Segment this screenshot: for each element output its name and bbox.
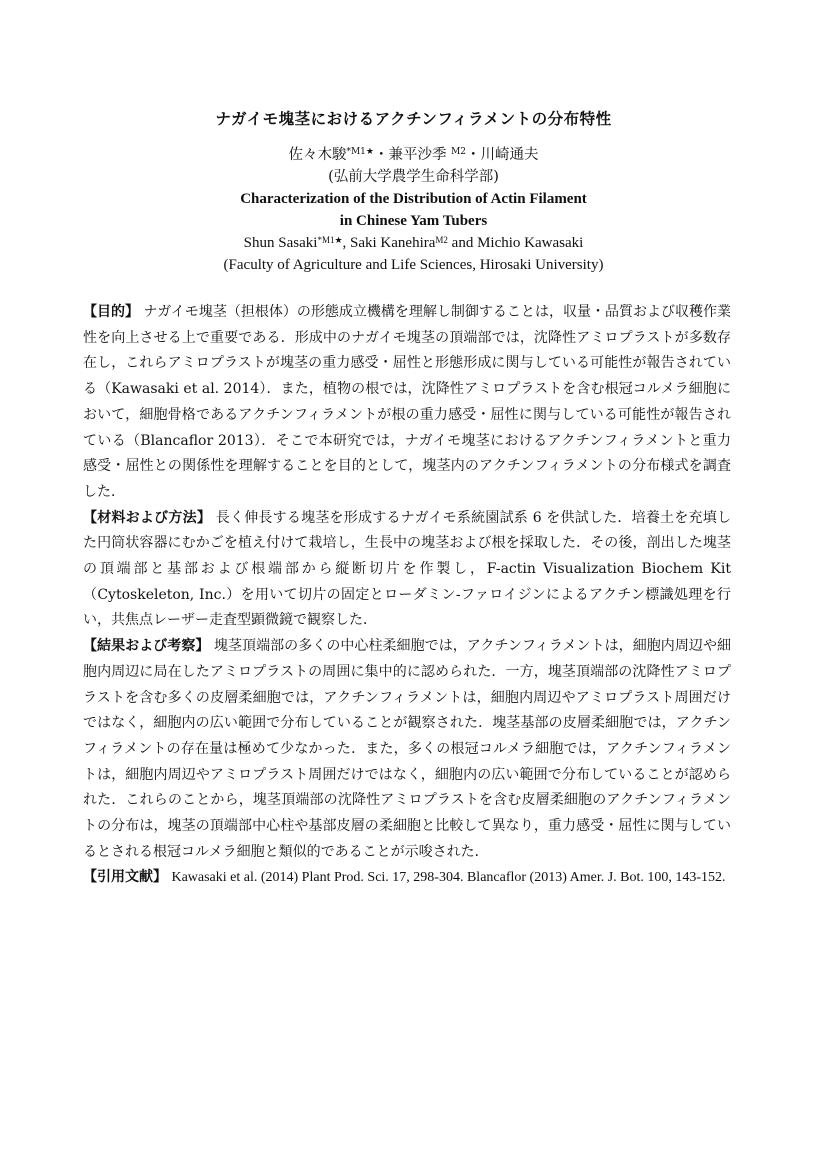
author-2-en-mark: M2 — [435, 235, 448, 245]
section-references — [83, 865, 731, 891]
section-references-label: 【引用文献】 — [83, 869, 167, 886]
section-results — [83, 634, 731, 865]
section-purpose-label: 【目的】 — [83, 304, 140, 320]
section-purpose — [83, 300, 731, 506]
authors-english — [80, 232, 747, 254]
title-english-line-1: Characterization of the Distribution of Actin Filament — [240, 191, 587, 207]
title-japanese: ナガイモ塊茎におけるアクチンフィラメントの分布特性 — [215, 109, 612, 128]
title-english-line-2: in Chinese Yam Tubers — [339, 213, 488, 229]
paper-header — [80, 108, 747, 276]
abstract-body — [83, 300, 731, 891]
affiliation-english: (Faculty of Agriculture and Life Sciences, Hirosaki University) — [223, 257, 604, 273]
author-separator-1: ・兼平沙季 — [373, 147, 452, 163]
section-references-text: Kawasaki et al. (2014) Plant Prod. Sci. 17, 298-304. Blancaflor (2013) Amer. J. Bot. 100, 143-152. — [171, 870, 726, 886]
section-purpose-text: ナガイモ塊茎（担根体）の形態成立機構を理解し制御することは，収量・品質および収穫作業性を向上させる上で重要である．形成中のナガイモ塊茎の頂端部では，沈降性アミロプラストが多数存在し，これらアミロプラストが塊茎の重力感受・屈性と形態形成に関与している可能性が報告されている（Kawasaki et al. 2014）．また，植物の根では，沈降性アミロプラストを含む根冠コルメラ細胞において，細胞骨格であるアクチンフィラメントが根の重力感受・屈性に関与している可能性が報告されている（Blancaflor 2013）．そこで本研究では，ナガイモ塊茎におけるアクチンフィラメントと重力感受・屈性との関係性を理解することを目的として，塊茎内のアクチンフィラメントの分布様式を調査した． — [83, 304, 732, 500]
section-results-label: 【結果および考察】 — [83, 638, 210, 655]
authors-japanese — [80, 144, 747, 166]
author-3-en: and Michio Kawasaki — [447, 235, 584, 251]
section-methods — [83, 506, 731, 635]
author-2-ja-mark: M2 — [451, 147, 467, 157]
author-1-ja: 佐々木駿 — [288, 147, 347, 163]
section-results-text: 塊茎頂端部の多くの中心柱柔細胞では，アクチンフィラメントは，細胞内周辺や細胞内周辺に局在したアミロプラストの周囲に集中的に認められた．一方，塊茎頂端部の沈降性アミロプラストを含む多くの皮層柔細胞では，アクチンフィラメントは，細胞内周辺やアミロプラスト周囲だけではなく，細胞内の広い範囲で分布していることが観察された．塊茎基部の皮層柔細胞では，アクチンフィラメントの存在量は極めて少なかった．また，多くの根冠コルメラ細胞では，アクチンフィラメントは，細胞内周辺やアミロプラスト周囲だけではなく，細胞内の広い範囲で分布していることが認められた．これらのことから，塊茎頂端部の沈降性アミロプラストを含む皮層柔細胞のアクチンフィラメントの分布は，塊茎の頂端部中心柱や基部皮層の柔細胞と比較して異なり，重力感受・屈性に関与しているとされる根冠コルメラ細胞と類似的であることが示唆された． — [83, 638, 731, 860]
affiliation-japanese: (弘前大学農学生命科学部) — [328, 169, 499, 185]
author-separator-2: ・川崎通夫 — [466, 147, 539, 163]
author-1-ja-mark: *M1★ — [346, 147, 374, 157]
author-2-en: , Saki Kanehira — [342, 235, 436, 251]
section-methods-text: 長く伸長する塊茎を形成するナガイモ系統園試系 6 を供試した．培養土を充填した円筒状容器にむかごを植え付けて栽培し，生長中の塊茎および根を採取した．その後，剖出した塊茎の頂端部と基部および根端部から縦断切片を作製し，F-actin Visualization Biochem Kit（Cytoskeleton, Inc.）を用いて切片の固定とローダミン-ファロイジンによるアクチン標識処理を行い，共焦点レーザー走査型顕微鏡で観察した． — [83, 509, 732, 629]
author-1-en-mark: *M1★ — [317, 235, 343, 245]
author-1-en: Shun Sasaki — [243, 235, 318, 251]
section-methods-label: 【材料および方法】 — [83, 509, 212, 526]
